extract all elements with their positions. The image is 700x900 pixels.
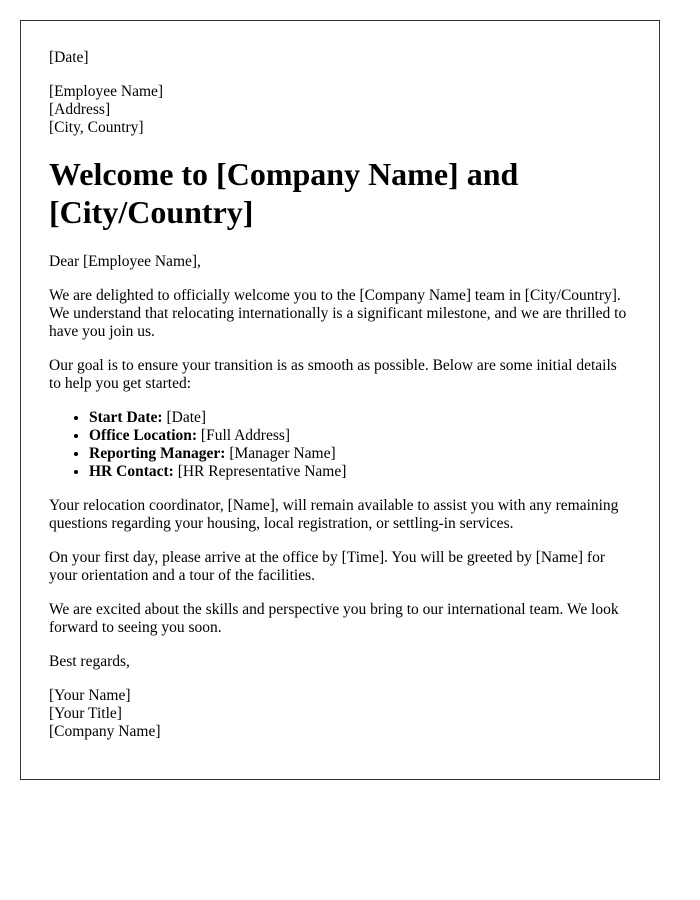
detail-reporting-manager bbox=[89, 445, 631, 463]
detail-value: [HR Representative Name] bbox=[173, 463, 347, 480]
detail-label: HR Contact: bbox=[89, 463, 174, 480]
signature-block bbox=[49, 687, 631, 741]
detail-value: [Date] bbox=[162, 409, 207, 426]
signer-title: [Your Title] bbox=[49, 705, 122, 722]
recipient-name: [Employee Name] bbox=[49, 83, 164, 100]
signer-name: [Your Name] bbox=[49, 687, 131, 704]
detail-value: [Manager Name] bbox=[225, 445, 336, 462]
detail-label: Reporting Manager: bbox=[89, 445, 226, 462]
relocation-paragraph: Your relocation coordinator, [Name], will remain available to assist you with any remaining questions regarding your housing, local registration, or settling-in services. bbox=[49, 497, 619, 532]
recipient-address: [Address] bbox=[49, 101, 111, 118]
details-list bbox=[49, 409, 631, 481]
letter-title: Welcome to [Company Name] and [City/Country] bbox=[49, 156, 519, 230]
detail-hr-contact bbox=[89, 463, 631, 481]
letter-page bbox=[20, 20, 660, 780]
detail-label: Office Location: bbox=[89, 427, 198, 444]
sign-off: Best regards, bbox=[49, 653, 130, 670]
excitement-paragraph: We are excited about the skills and perspective you bring to our international team. We look forward to seeing you soon. bbox=[49, 601, 619, 636]
recipient-city-country: [City, Country] bbox=[49, 119, 144, 136]
recipient-address-block bbox=[49, 83, 631, 137]
first-day-paragraph: On your first day, please arrive at the office by [Time]. You will be greeted by [Name] for your orientation and a tour of the facilities. bbox=[49, 549, 605, 584]
salutation: Dear [Employee Name], bbox=[49, 253, 201, 270]
goal-paragraph: Our goal is to ensure your transition is as smooth as possible. Below are some initial details to help you get started: bbox=[49, 357, 617, 392]
detail-label: Start Date: bbox=[89, 409, 163, 426]
intro-paragraph: We are delighted to officially welcome you to the [Company Name] team in [City/Country]. We understand that relocating internationally is a significant milestone, and we are thrilled to have you join us. bbox=[49, 287, 627, 340]
detail-office-location bbox=[89, 427, 631, 445]
letter-date: [Date] bbox=[49, 49, 89, 66]
signer-company: [Company Name] bbox=[49, 723, 161, 740]
detail-start-date bbox=[89, 409, 631, 427]
detail-value: [Full Address] bbox=[197, 427, 291, 444]
